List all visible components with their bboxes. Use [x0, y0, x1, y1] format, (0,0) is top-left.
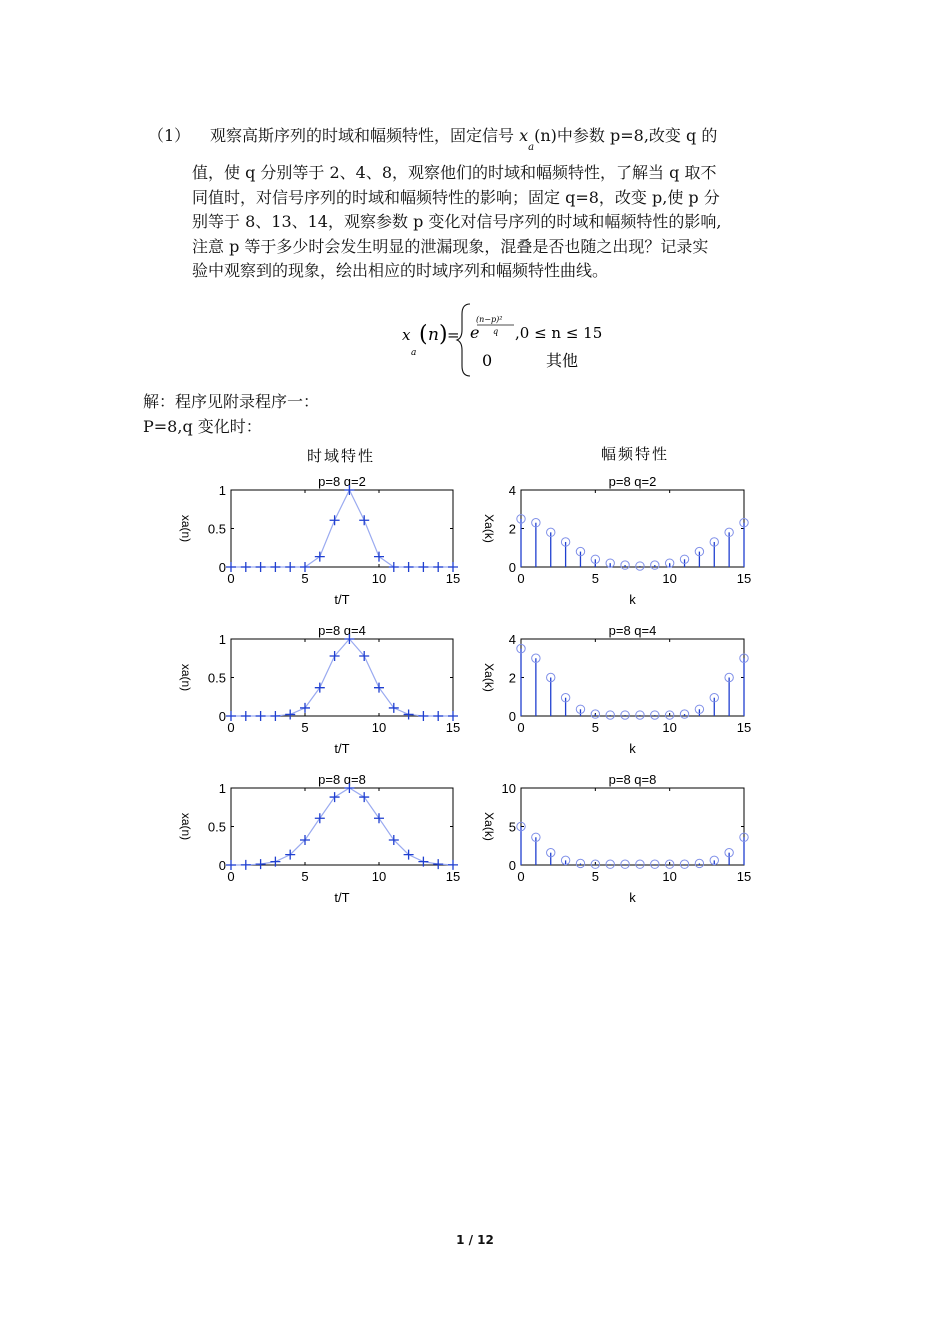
- x-axis-label: t/T: [334, 592, 350, 607]
- x-tick-label: 10: [662, 869, 677, 884]
- data-point-marker: [433, 562, 443, 572]
- x-tick-label: 5: [301, 869, 309, 884]
- y-axis-label: xa(n): [179, 663, 193, 692]
- x-tick-label: 10: [371, 869, 387, 884]
- plot-title: p=8 q=4: [608, 623, 657, 638]
- y-axis-label: Xa(k): [482, 663, 496, 692]
- series-line: [231, 639, 453, 716]
- data-point-marker: [256, 859, 266, 869]
- x-tick-label: 0: [227, 571, 235, 586]
- data-point-marker: [404, 562, 414, 572]
- series-line: [231, 788, 453, 865]
- plot-title: p=8 q=8: [608, 772, 657, 787]
- plot-axes-box: [231, 490, 453, 567]
- item-number: （1）: [148, 126, 191, 145]
- data-point-marker: [300, 703, 310, 713]
- x-tick-label: 15: [736, 571, 752, 586]
- x-tick-label: 0: [517, 869, 525, 884]
- y-tick-label: 0: [218, 709, 226, 724]
- data-point-marker: [404, 709, 414, 719]
- x-tick-label: 0: [517, 571, 525, 586]
- data-point-marker: [330, 515, 340, 525]
- y-tick-label: 1: [218, 483, 226, 498]
- x-tick-label: 15: [445, 571, 461, 586]
- x-tick-label: 5: [301, 571, 309, 586]
- data-point-marker: [389, 703, 399, 713]
- formula-lhs-var: x: [402, 326, 411, 344]
- plot-axes-box: [231, 639, 453, 716]
- formula-case2-cond: 其他: [546, 351, 579, 370]
- svg-text:): ): [439, 322, 448, 347]
- y-tick-label: 0.5: [207, 670, 226, 686]
- solution-line-1: 解：程序见附录程序一：: [143, 392, 320, 411]
- line1-text-before: 观察高斯序列的时域和幅频特性，固定信号: [210, 126, 515, 145]
- data-point-marker: [418, 711, 428, 721]
- formula-lhs-arg: n: [428, 325, 439, 345]
- formula-case2-value: 0: [482, 351, 493, 370]
- page-number: 1 / 12: [456, 1233, 494, 1247]
- data-point-marker: [285, 709, 295, 719]
- plot-title: p=8 q=8: [318, 772, 366, 787]
- x-tick-label: 10: [371, 720, 387, 735]
- y-axis-label: Xa(k): [482, 514, 496, 543]
- data-point-marker: [270, 562, 280, 572]
- paragraph-line: 值，使 q 分别等于 2、4、8，观察他们的时域和幅频特性，了解当 q 取不: [192, 163, 717, 182]
- x-tick-label: 10: [662, 720, 677, 735]
- x-axis-label: k: [629, 592, 636, 607]
- y-tick-label: 5: [508, 819, 516, 835]
- y-tick-label: 0.5: [207, 819, 226, 835]
- y-tick-label: 2: [508, 521, 516, 537]
- x-axis-label: t/T: [334, 741, 350, 756]
- x-tick-label: 10: [371, 571, 387, 586]
- formula-lhs-sub: a: [411, 348, 417, 358]
- data-point-marker: [315, 813, 325, 823]
- data-point-marker: [374, 683, 384, 693]
- paragraph-line: 同值时，对信号序列的时域和幅频特性的影响；固定 q=8，改变 p,使 p 分: [192, 187, 720, 207]
- y-tick-label: 0: [508, 709, 516, 724]
- x-tick-label: 15: [445, 720, 461, 735]
- x-tick-label: 5: [591, 720, 599, 735]
- data-point-marker: [256, 562, 266, 572]
- line1-text-after: 中参数 p=8,改变 q 的: [556, 126, 718, 145]
- y-tick-label: 4: [508, 632, 516, 647]
- x-axis-label: t/T: [334, 890, 350, 905]
- plot-axes-box: [231, 788, 453, 865]
- y-tick-label: 4: [508, 483, 516, 498]
- signal-symbol: $x_a(n)$: [519, 126, 557, 153]
- data-point-marker: [256, 711, 266, 721]
- plot-title: p=8 q=2: [318, 474, 366, 489]
- data-point-marker: [359, 515, 369, 525]
- plot-title: p=8 q=2: [608, 474, 657, 489]
- y-tick-label: 0.5: [207, 521, 226, 537]
- data-point-marker: [433, 859, 443, 869]
- x-tick-label: 15: [445, 869, 461, 884]
- y-tick-label: 0: [218, 560, 226, 575]
- y-tick-label: 2: [508, 670, 516, 686]
- y-axis-label: Xa(k): [482, 812, 496, 841]
- x-axis-label: k: [629, 741, 636, 756]
- data-point-marker: [389, 562, 399, 572]
- y-tick-label: 0: [218, 858, 226, 873]
- data-point-marker: [241, 562, 251, 572]
- data-point-marker: [418, 562, 428, 572]
- plot-axes-box: [521, 490, 744, 567]
- y-axis-label: xa(n): [179, 812, 193, 841]
- x-tick-label: 0: [227, 869, 235, 884]
- svg-text:(: (: [419, 322, 428, 347]
- data-point-marker: [315, 683, 325, 693]
- data-point-marker: [374, 813, 384, 823]
- data-point-marker: [285, 562, 295, 572]
- x-axis-label: k: [629, 890, 636, 905]
- paragraph-line: 注意 p 等于多少时会发生明显的泄漏现象，混叠是否也随之出现？记录实: [192, 236, 709, 256]
- data-point-marker: [330, 792, 340, 802]
- x-tick-label: 0: [227, 720, 235, 735]
- data-point-marker: [359, 792, 369, 802]
- series-line: [231, 490, 453, 567]
- formula-base: e: [470, 323, 480, 342]
- formula-case1-cond: ,0 ≤ n ≤ 15: [515, 324, 603, 342]
- data-point-marker: [270, 711, 280, 721]
- y-tick-label: 1: [218, 781, 226, 796]
- formula-exp-den: q: [493, 327, 499, 336]
- x-tick-label: 15: [736, 720, 752, 735]
- y-axis-label: xa(n): [179, 514, 193, 543]
- y-tick-label: 0: [508, 858, 516, 873]
- svg-text:=: =: [447, 326, 460, 344]
- column-title-time: 时域特性: [306, 448, 376, 465]
- data-point-marker: [241, 711, 251, 721]
- x-tick-label: 5: [591, 571, 599, 586]
- x-tick-label: 15: [736, 869, 752, 884]
- x-tick-label: 5: [301, 720, 309, 735]
- y-tick-label: 10: [501, 781, 516, 796]
- paragraph-line: 验中观察到的现象，绘出相应的时域序列和幅频特性曲线。: [192, 261, 609, 280]
- data-point-marker: [241, 860, 251, 870]
- plot-title: p=8 q=4: [318, 623, 366, 638]
- paragraph-line: 别等于 8、13、14，观察参数 p 变化对信号序列的时域和幅频特性的影响,: [192, 212, 722, 231]
- data-point-marker: [374, 552, 384, 562]
- y-tick-label: 1: [218, 632, 226, 647]
- data-point-marker: [315, 552, 325, 562]
- formula-exp-num: (n−p)²: [476, 315, 503, 324]
- x-tick-label: 5: [591, 869, 599, 884]
- x-tick-label: 10: [662, 571, 677, 586]
- solution-line-2: P=8,q 变化时：: [143, 417, 262, 436]
- column-title-freq: 幅频特性: [600, 446, 670, 463]
- x-tick-label: 0: [517, 720, 525, 735]
- y-tick-label: 0: [508, 560, 516, 575]
- data-point-marker: [433, 711, 443, 721]
